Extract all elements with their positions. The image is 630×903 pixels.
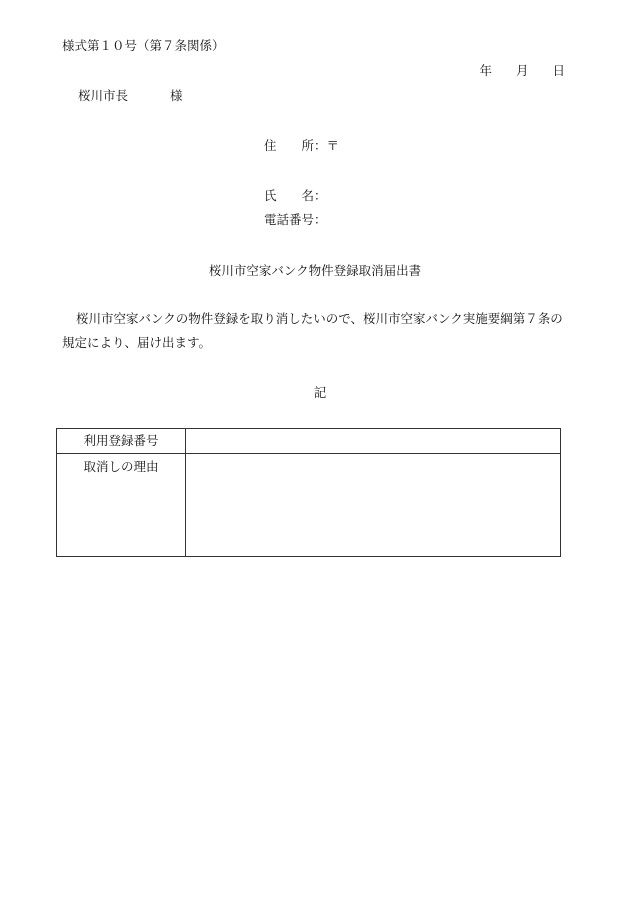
name-label: 氏 名： (264, 188, 327, 203)
registration-number-label: 利用登録番号 (57, 429, 186, 454)
date-line (479, 61, 565, 79)
recipient (78, 86, 183, 104)
registration-table (56, 428, 561, 557)
name-field (264, 186, 327, 204)
date-year: 年 (479, 63, 492, 78)
form-number: 様式第１０号（第７条関係） (62, 38, 225, 53)
recipient-name: 桜川市長 (78, 88, 129, 103)
ki-heading: 記 (313, 385, 327, 400)
document-title: 桜川市空家バンク物件登録取消届出書 (208, 263, 422, 278)
table-row (57, 454, 561, 557)
recipient-honorific: 様 (170, 88, 183, 103)
date-month: 月 (515, 63, 529, 78)
phone-label: 電話番号： (264, 212, 327, 227)
reason-cell[interactable] (186, 454, 561, 557)
reason-label: 取消しの理由 (57, 454, 186, 557)
date-day: 日 (552, 63, 565, 78)
table-row (57, 429, 561, 454)
address-label: 住 所： (264, 138, 327, 153)
postal-mark: 〒 (326, 138, 340, 153)
registration-number-cell[interactable] (186, 429, 561, 454)
phone-field (264, 210, 327, 228)
address-field (264, 136, 339, 154)
body-paragraph: 桜川市空家バンクの物件登録を取り消したいので、桜川市空家バンク実施要綱第７条の規定により、届け出ます。 (62, 311, 563, 350)
